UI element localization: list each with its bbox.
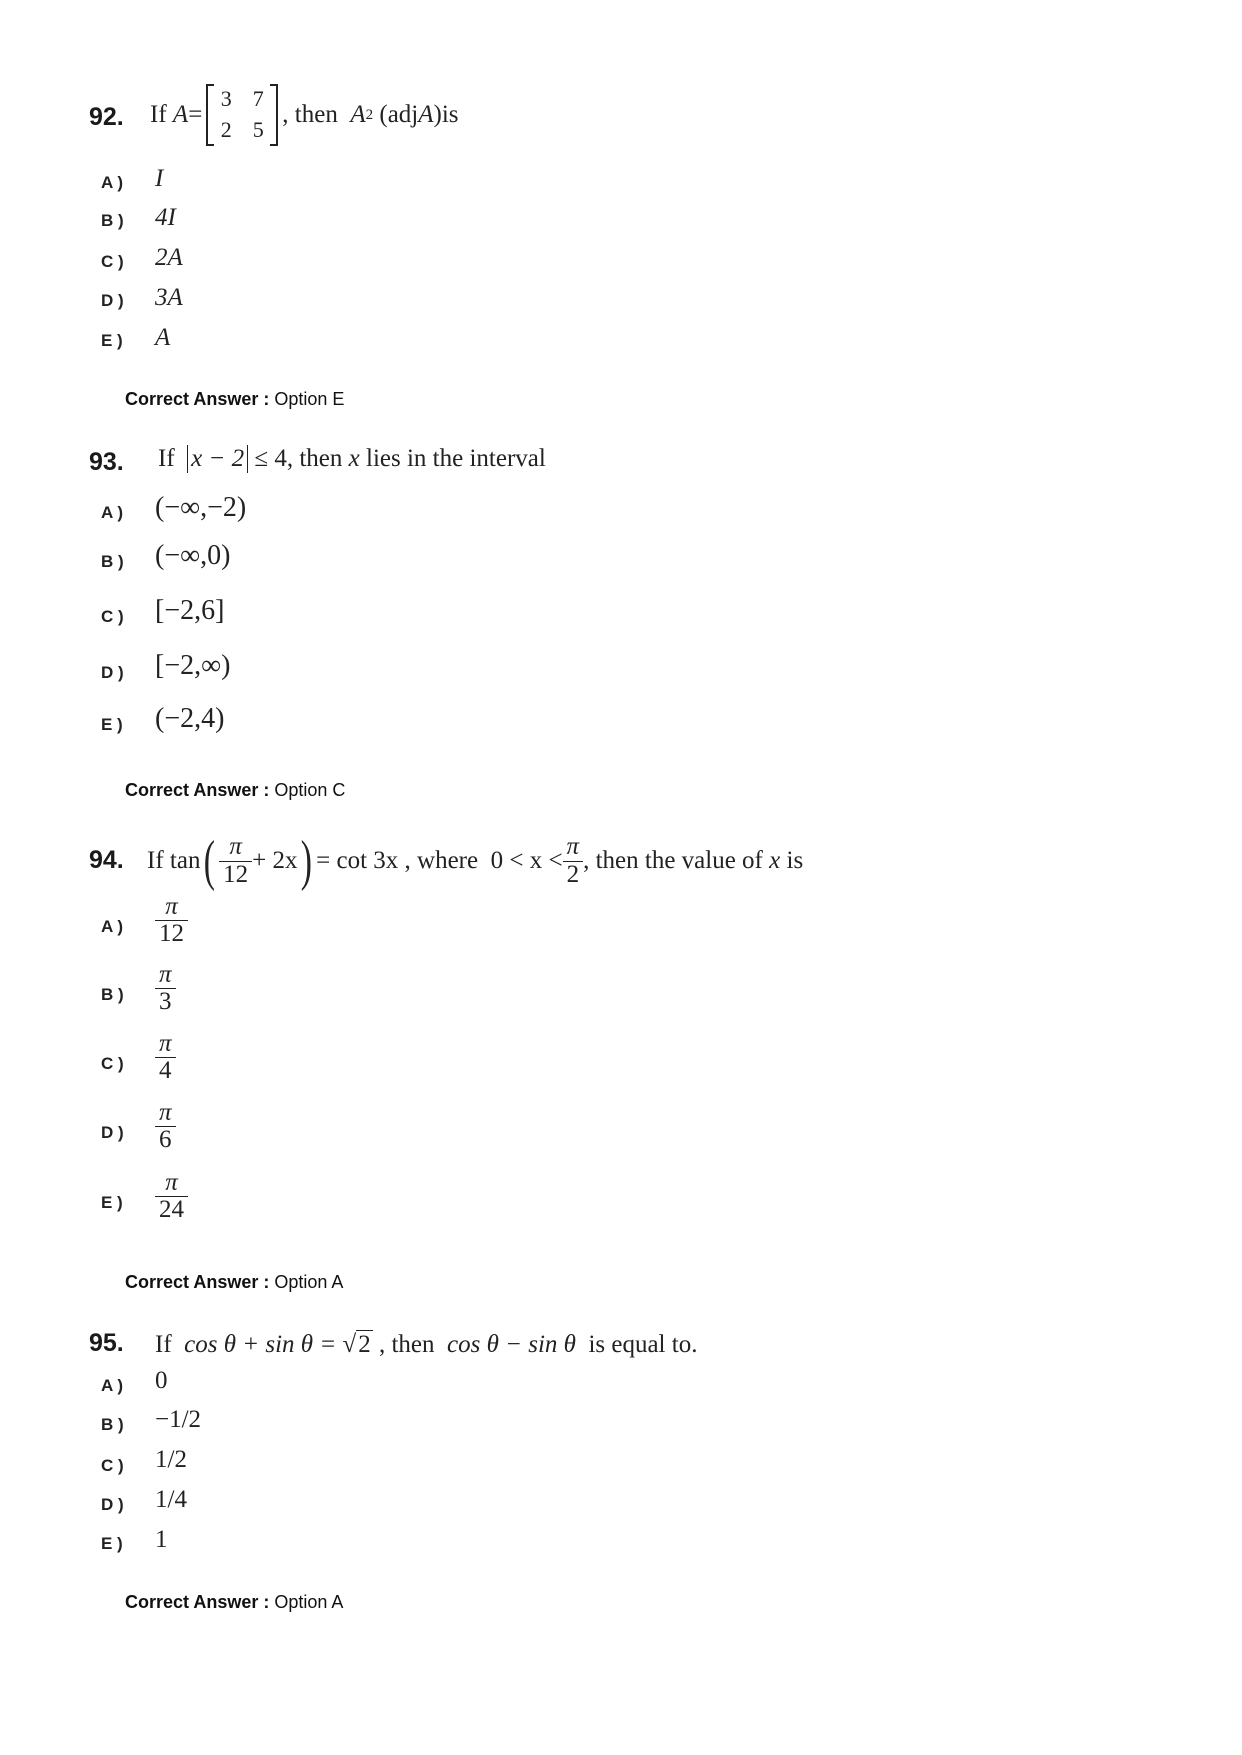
answer-label: Correct Answer : (125, 389, 270, 409)
stem-comma: , (282, 101, 289, 128)
option-label: E ) (101, 715, 123, 734)
stem-sqrt-sym: √ (342, 1331, 357, 1358)
option-label: A ) (101, 1376, 124, 1395)
stem-then: then (294, 101, 338, 128)
matrix-cell: 5 (252, 117, 264, 142)
option-label: C ) (101, 607, 124, 626)
option-value: [−2,6] (155, 595, 225, 626)
question-stem (150, 80, 459, 150)
option-label: B ) (101, 211, 124, 230)
stem-tan: tan (169, 847, 201, 874)
option-value: [−2,∞) (155, 650, 231, 681)
stem-lhs: cos θ + sin θ = (184, 1331, 337, 1358)
answer-label: Correct Answer : (125, 1592, 270, 1612)
option-label: E ) (101, 1193, 123, 1212)
correct-answer (125, 1272, 343, 1293)
stem-eq: = (188, 101, 203, 128)
option-value: 4I (155, 204, 176, 231)
answer-value: Option A (274, 1272, 344, 1292)
question-number: 95. (89, 1329, 124, 1357)
fraction: $\frac{\pi}{2}$ (563, 834, 584, 888)
stem-x: x (769, 847, 781, 874)
option-value: $\frac{\pi}{6}$ (155, 1100, 176, 1154)
answer-label: Correct Answer : (125, 780, 270, 800)
matrix (206, 84, 278, 146)
option-label: E ) (101, 1534, 123, 1553)
question-number: 92. (89, 103, 124, 131)
question-stem: If tan ( $\frac{\pi}{12}$ + 2x ) = cot 3x , where 0 < x < $\frac{\pi}{2}$ , then the value of x is (147, 830, 804, 892)
stem-adj-open: (adj (379, 101, 419, 128)
stem-adj-close: ) (433, 101, 442, 128)
stem-plus2x: + 2x (252, 847, 298, 874)
stem-abs: x − 2 (187, 445, 248, 473)
option-value: $\frac{\pi}{12}$ (155, 894, 188, 948)
correct-answer (125, 780, 345, 801)
option-value: $\frac{\pi}{3}$ (155, 962, 176, 1016)
option-value: 1/2 (155, 1446, 187, 1473)
fraction: $\frac{\pi}{12}$ (219, 834, 252, 888)
option-label: C ) (101, 1054, 124, 1073)
correct-answer (125, 389, 344, 410)
option-value: (−∞,0) (155, 540, 231, 571)
option-label: A ) (101, 917, 124, 936)
answer-value: Option E (274, 389, 345, 409)
option-label: D ) (101, 1123, 124, 1142)
option-label: D ) (101, 663, 124, 682)
stem-eq-cot: = cot 3x , where (316, 847, 479, 874)
stem-if: If (158, 445, 175, 472)
stem-expr: cos θ − sin θ (447, 1331, 576, 1358)
stem-sup2: 2 (365, 106, 374, 123)
option-value: 2A (155, 244, 183, 271)
question-stem (155, 1330, 697, 1359)
answer-label: Correct Answer : (125, 1272, 270, 1292)
option-value: 0 (155, 1367, 168, 1394)
option-label: A ) (101, 503, 124, 522)
stem-if: If (150, 101, 167, 128)
correct-answer (125, 1592, 343, 1613)
option-value: 1/4 (155, 1486, 187, 1513)
option-value: $\frac{\pi}{4}$ (155, 1031, 176, 1085)
option-value: (−∞,−2) (155, 492, 247, 523)
matrix-cell: 2 (220, 117, 232, 142)
stem-ineq: 0 < x < (490, 847, 563, 874)
option-value: −1/2 (155, 1406, 202, 1433)
option-value: 3A (155, 284, 183, 311)
stem-a2: A (350, 101, 366, 128)
stem-if: If (147, 847, 164, 874)
option-label: D ) (101, 1495, 124, 1514)
matrix-cell: 3 (220, 86, 232, 111)
stem-is: is (441, 101, 459, 128)
stem-is: is (786, 847, 804, 874)
option-label: E ) (101, 331, 123, 350)
stem-adj-a: A (418, 101, 434, 128)
option-label: B ) (101, 985, 124, 1004)
stem-if: If (155, 1331, 172, 1358)
answer-value: Option C (274, 780, 346, 800)
option-value: (−2,4) (155, 703, 225, 734)
matrix-cell: 7 (252, 86, 264, 111)
option-label: A ) (101, 173, 124, 192)
answer-value: Option A (274, 1592, 344, 1612)
option-value: $\frac{\pi}{24}$ (155, 1170, 188, 1224)
option-value: I (155, 165, 164, 192)
option-label: C ) (101, 1456, 124, 1475)
stem-rest: ≤ 4, then (254, 445, 343, 472)
option-label: B ) (101, 1415, 124, 1434)
option-label: D ) (101, 291, 124, 310)
stem-sqrt-arg: 2 (358, 1331, 371, 1358)
stem-tail: is equal to. (588, 1331, 698, 1358)
option-label: C ) (101, 252, 124, 271)
question-number: 93. (89, 448, 124, 476)
stem-x: x (348, 445, 360, 472)
question-stem (158, 445, 546, 473)
stem-tail: lies in the interval (366, 445, 546, 472)
option-value: 1 (155, 1526, 168, 1553)
option-value: A (155, 324, 171, 351)
stem-var-a: A (172, 101, 189, 128)
option-label: B ) (101, 552, 124, 571)
question-number: 94. (89, 846, 124, 874)
stem-tail: , then the value of (583, 847, 763, 874)
stem-then: , then (378, 1331, 435, 1358)
